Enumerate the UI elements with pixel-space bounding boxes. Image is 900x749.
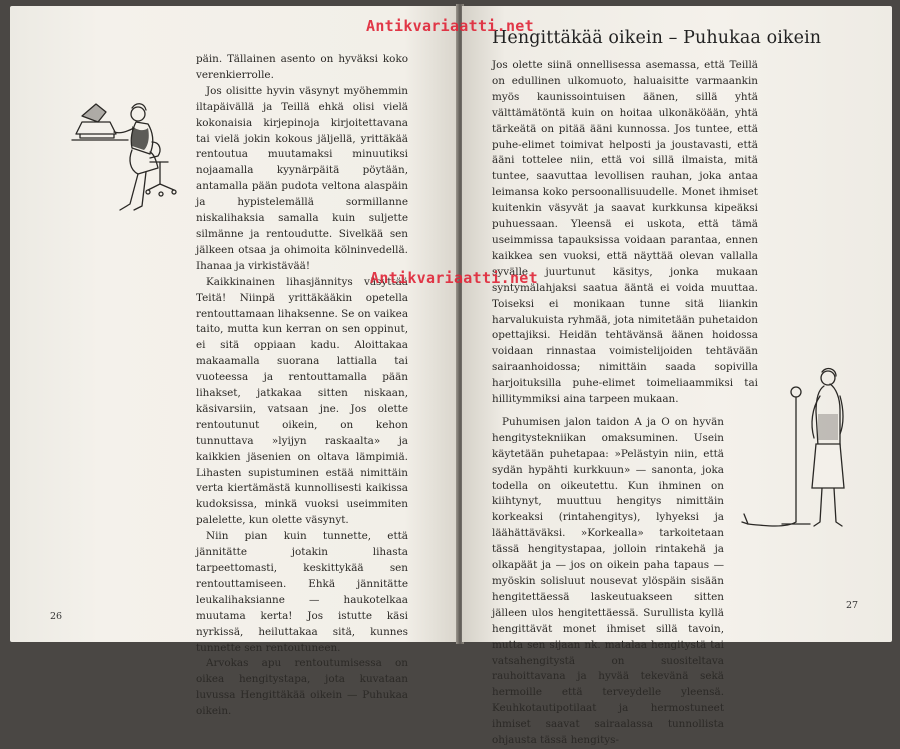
left-page-text xyxy=(196,52,408,720)
page-number-right: 27 xyxy=(846,600,859,611)
paragraph: Niin pian kuin tunnette, että jännitätte jotakin lihasta tarpeettomasti, keskittykää sen rentouttamiseen. Ehkä jännitätte leukalihaksianne — haukotelkaa muutama kerta! Jos istutte käsi nyrkissä, heiluttakaa sitä, kunnes tunnette sen rentoutuneen. xyxy=(196,530,408,654)
chapter-heading: Hengittäkää oikein – Puhukaa oikein xyxy=(492,28,822,48)
paragraph: Jos olette siinä onnellisessa asemassa, että Teillä on edullinen ulkomuoto, haluaisitte varmaankin myös kaunissointuisen äänen, sillä yhtä välttämätöntä kuin on hoitaa ulkonäköään, yhtä tärkeätä on pitää ääni kunnossa. Jos tuntee, että puhe-elimet toimivat helposti ja joustavasti, että ääni tottelee niin, että voi sillä ilmaista, mitä tuntee, saavuttaa levollisen rauhan, joka antaa leimansa koko persoonallisuudelle. Monet ihmiset kuitenkin väsyvät ja saavat kurkkunsa kipeäksi puhuessaan. Yleensä ei uskota, että tämä useimmissa tapauksissa voidaan parantaa, ennen kaikkea sen vuoksi, että näyttää olevan vallalla syvälle juurtunut käsitys, jonka mukaan syntymälahjaksi saatua ääntä ei voida muuttaa. Toiseksi ei monikaan tunne sitä liiankin harvalukuista ryhmää, jota nimitetään puhetaidon opettajiksi. Heidän tehtävänsä äänen hoidossa voidaan rinnastaa voimistelijoiden tehtävään sairaanhoidossa; nimittäin saada sopivilla harjoituksilla puhe-elimet toimeliaammiksi tai hillitymmiksi aina tarpeen mukaan. xyxy=(492,59,758,406)
paragraph: päin. Tällainen asento on hyväksi koko verenkierrolle. xyxy=(196,53,408,81)
watermark-top: Antikvariaatti.net xyxy=(366,17,534,35)
left-page xyxy=(10,6,458,718)
paragraph: Puhumisen jalon taidon A ja O on hyvän hengitystekniikan omaksuminen. Usein käytetään puhetapaa: »Pelästyin niin, että sydän hypähti kurkkuun» — sanonta, joka todella on oikeutettu. Kun ihminen on kiihtynyt, muuttuu hengitys nimittäin korkeaksi (rintahengitys), lyhyeksi ja läähättäväksi. »Korkealla» tarkoitetaan tässä hengitystapaa, jolloin rintakehä ja olkapäät ja — jos on oikein paha tapaus — myöskin solisluut nousevat ylöspäin sisään hengitettäessä laskeutuakseen sitten jälleen ulos hengitettäessä. Surullista kyllä hengittävät monet ihmiset sillä tavoin, mutta sen sijaan nk. matalaa hengitystä tai vatsahengitystä on suositeltava rauhoittavana ja hyvää tekevänä sekä hermoille että terveydelle yleensä. Keuhkotautipotilaat ja hermostuneet ihmiset saavat sairaalassa tunnollista ohjausta tässä hengitys- xyxy=(492,415,724,747)
paragraph: Arvokas apu rentoutumisessa on oikea hengitystapa, jota kuvataan luvussa Hengittäkää oikein — Puhukaa oikein. xyxy=(196,657,408,718)
watermark-middle: Antikvariaatti.net xyxy=(370,269,538,287)
right-page xyxy=(462,6,892,747)
right-page-text xyxy=(492,58,758,749)
woman-at-typewriter-illustration xyxy=(72,94,190,226)
paragraph: Kaikkinainen lihasjännitys väsyttää Teitä! Niinpä yrittäkääkin opetella rentouttamaan lihaksenne. Se on vaikea taito, mutta kun kerran on sen oppinut, ei sitä oppiaan kadu. Aloittakaa makaamalla suorana lattialla tai vuoteessa ja rentouttamalla pään lihakset, jatkakaa sitten niskaan, käsivarsiin, vatsaan jne. Jos olette rentoutunut oikein, on kehon tunnuttava »lyijyn raskaalta» ja kaikkien jäsenien on oltava lämpimiä. Lihasten supistuminen estää nimittäin verta kiertämästä kunnollisesti kaikissa kudoksissa, minkä vuoksi useimmiten palelette, kun olette väsynyt. xyxy=(196,275,409,527)
woman-at-microphone-illustration xyxy=(736,364,856,542)
page-number-left: 26 xyxy=(50,611,63,622)
paragraph: Jos olisitte hyvin väsynyt myöhemmin iltapäivällä ja Teillä ehkä olisi vielä kokonaisia kirjepinoja kirjoitettavana tai vielä jokin kokous jäljellä, yrittäkää rentoutua muutamaksi minuutiksi nojaamalla kyynärpäitä pöytään, antamalla pään pudota veltona alaspäin ja hypistelemällä sormillanne niskalihaksia samalla kuin suljette silmänne ja rentoudutte. Sivelkää sen jälkeen otsaa ja ohimoita kölninvedellä. Ihanaa ja virkistävää! xyxy=(196,84,408,272)
